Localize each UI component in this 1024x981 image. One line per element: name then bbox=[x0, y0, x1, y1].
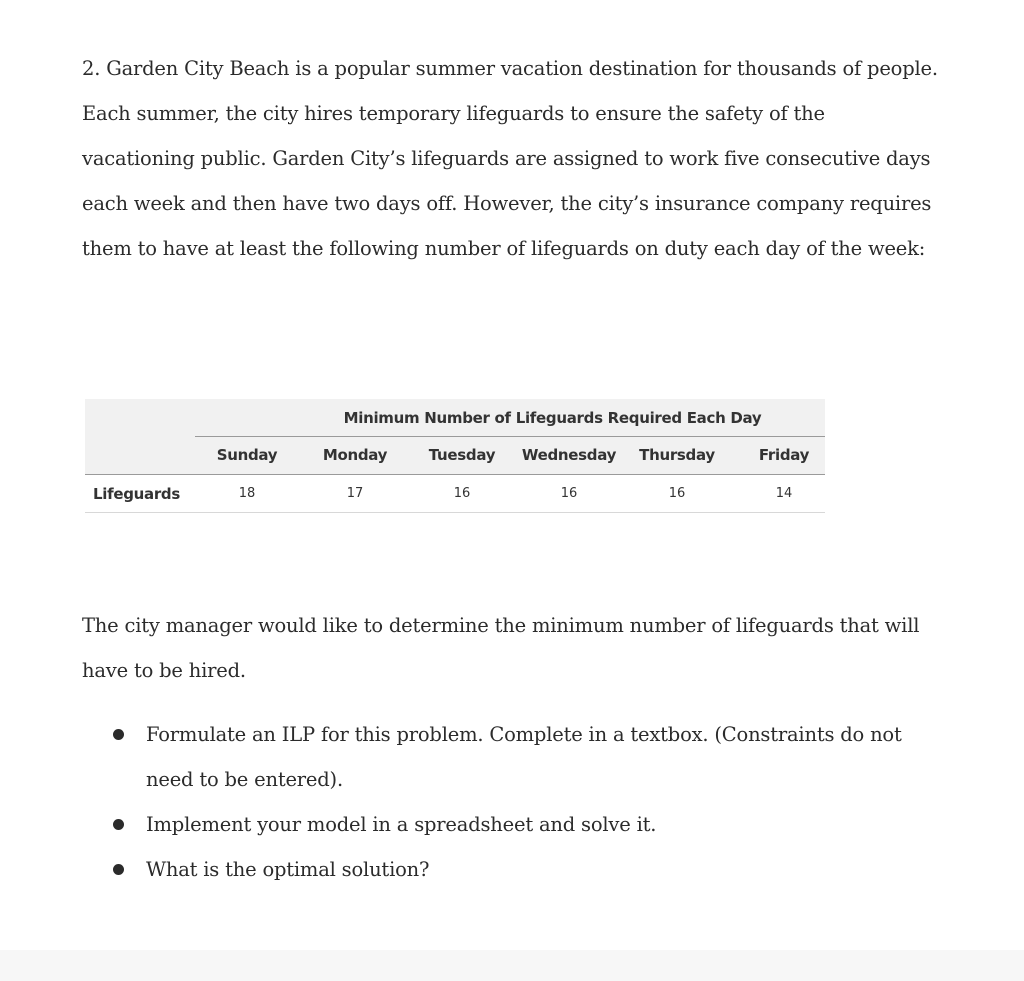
list-item-text: Formulate an ILP for this problem. Complete in a textbox. (Constraints do not need to be entered). bbox=[146, 723, 902, 791]
problem-statement: 2. Garden City Beach is a popular summer vacation destination for thousands of people. Each summer, the city hires temporary lifeguards to ensure the safety of the vacationing public. Garden City’s lifeguards are assigned to work five consecutive days each week and then have two days off. However, the city’s insurance company requires them to have at least the following number of lifeguards on duty each day of the week: bbox=[82, 57, 938, 260]
manager-statement: The city manager would like to determine the minimum number of lifeguards that will have to be hired. bbox=[82, 614, 920, 682]
list-item bbox=[110, 712, 940, 802]
list-item bbox=[110, 847, 940, 892]
cell-friday: 14 bbox=[775, 486, 793, 501]
header-wednesday: Wednesday bbox=[521, 446, 617, 464]
cell-monday: 17 bbox=[346, 486, 364, 501]
cell-sunday: 18 bbox=[238, 486, 256, 501]
cell-tuesday: 16 bbox=[453, 486, 471, 501]
header-sunday: Sunday bbox=[216, 446, 278, 464]
cell-thursday: 16 bbox=[668, 486, 686, 501]
task-list bbox=[110, 712, 940, 892]
bullet-dot-icon bbox=[113, 819, 124, 830]
page-bottom-band bbox=[0, 950, 1024, 981]
bullet-dot-icon bbox=[113, 729, 124, 740]
title-divider bbox=[195, 436, 825, 437]
header-divider bbox=[85, 474, 825, 475]
table-bottom-border bbox=[85, 512, 825, 513]
list-item bbox=[110, 802, 940, 847]
header-friday: Friday bbox=[758, 446, 810, 464]
header-tuesday: Tuesday bbox=[428, 446, 496, 464]
row-label-lifeguards: Lifeguards bbox=[93, 485, 181, 503]
table-title: Minimum Number of Lifeguards Required Each Day bbox=[343, 409, 762, 427]
bullet-dot-icon bbox=[113, 864, 124, 875]
header-thursday: Thursday bbox=[639, 446, 715, 464]
list-item-text: What is the optimal solution? bbox=[146, 858, 430, 881]
cell-wednesday: 16 bbox=[560, 486, 578, 501]
header-monday: Monday bbox=[322, 446, 388, 464]
lifeguard-requirements-table bbox=[85, 399, 825, 514]
list-item-text: Implement your model in a spreadsheet and solve it. bbox=[146, 813, 657, 836]
